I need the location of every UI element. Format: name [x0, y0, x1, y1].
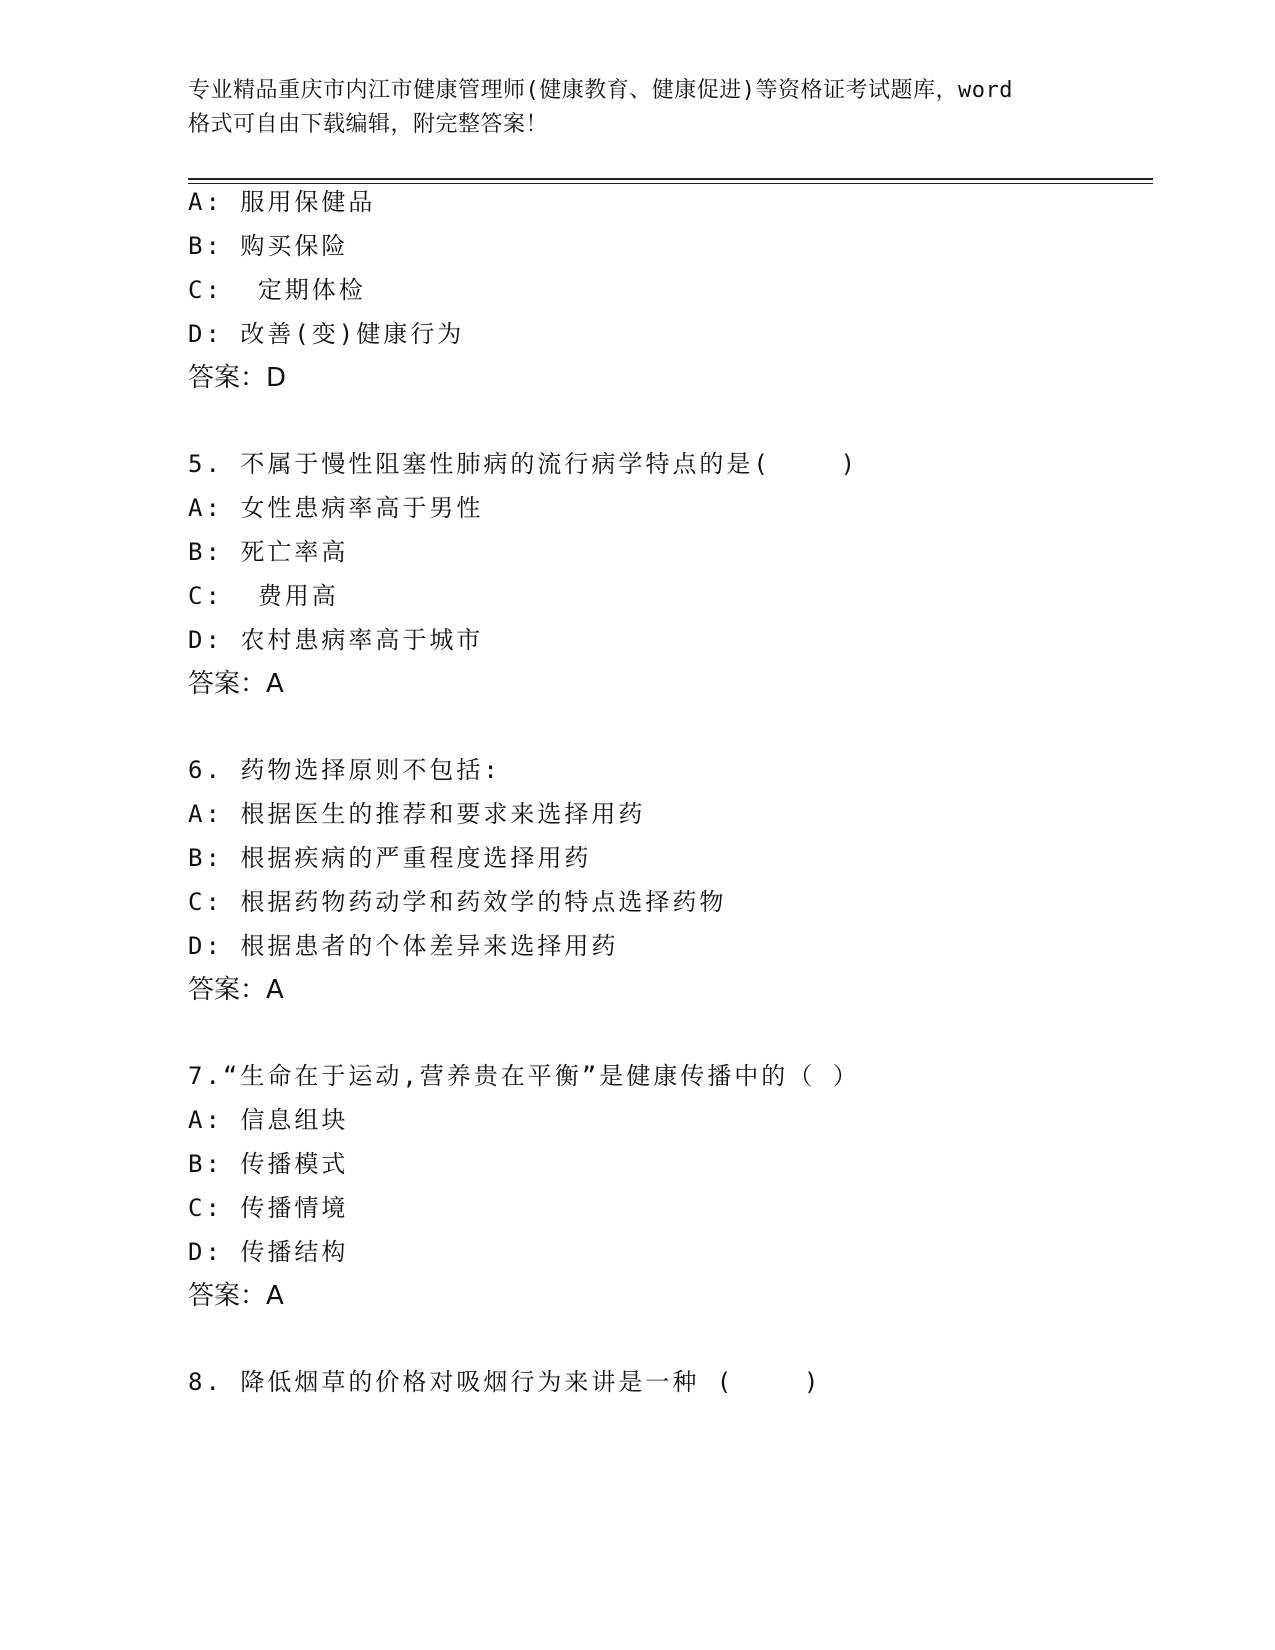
q6-option-a: A: 根据医生的推荐和要求来选择用药	[188, 800, 646, 828]
header-divider-thin	[188, 183, 1153, 184]
q6-answer: 答案：A	[188, 975, 284, 1005]
q6-option-b: B: 根据疾病的严重程度选择用药	[188, 844, 592, 872]
q7-option-c: C: 传播情境	[188, 1194, 349, 1222]
q7-option-d: D: 传播结构	[188, 1238, 349, 1266]
q6-option-d: D: 根据患者的个体差异来选择用药	[188, 932, 619, 960]
q4-option-c: C: 定期体检	[188, 276, 366, 304]
q5-option-b: B: 死亡率高	[188, 538, 349, 566]
q6-option-c: C: 根据药物药动学和药效学的特点选择药物	[188, 888, 727, 916]
header-line-2: 格式可自由下载编辑，附完整答案！	[188, 112, 549, 137]
q4-option-d: D: 改善(变)健康行为	[188, 320, 465, 348]
q4-option-b: B: 购买保险	[188, 232, 349, 260]
q5-answer: 答案：A	[188, 669, 284, 699]
q5-question: 5. 不属于慢性阻塞性肺病的流行病学特点的是( )	[188, 450, 859, 478]
q6-question: 6. 药物选择原则不包括:	[188, 756, 501, 784]
q7-option-b: B: 传播模式	[188, 1150, 349, 1178]
q5-option-c: C: 费用高	[188, 582, 339, 610]
q5-option-a: A: 女性患病率高于男性	[188, 494, 484, 522]
header-line-1: 专业精品重庆市内江市健康管理师(健康教育、健康促进)等资格证考试题库，word	[188, 78, 1013, 103]
q4-option-a: A: 服用保健品	[188, 188, 376, 216]
q7-question: 7.“生命在于运动,营养贵在平衡”是健康传播中的（ ）	[188, 1062, 860, 1090]
q7-answer: 答案：A	[188, 1281, 284, 1311]
header-divider-thick	[188, 178, 1153, 180]
q4-answer: 答案：D	[188, 363, 287, 393]
q5-option-d: D: 农村患病率高于城市	[188, 626, 484, 654]
document-header	[188, 74, 1088, 142]
q7-option-a: A: 信息组块	[188, 1106, 349, 1134]
q8-question: 8. 降低烟草的价格对吸烟行为来讲是一种 ( )	[188, 1368, 822, 1396]
